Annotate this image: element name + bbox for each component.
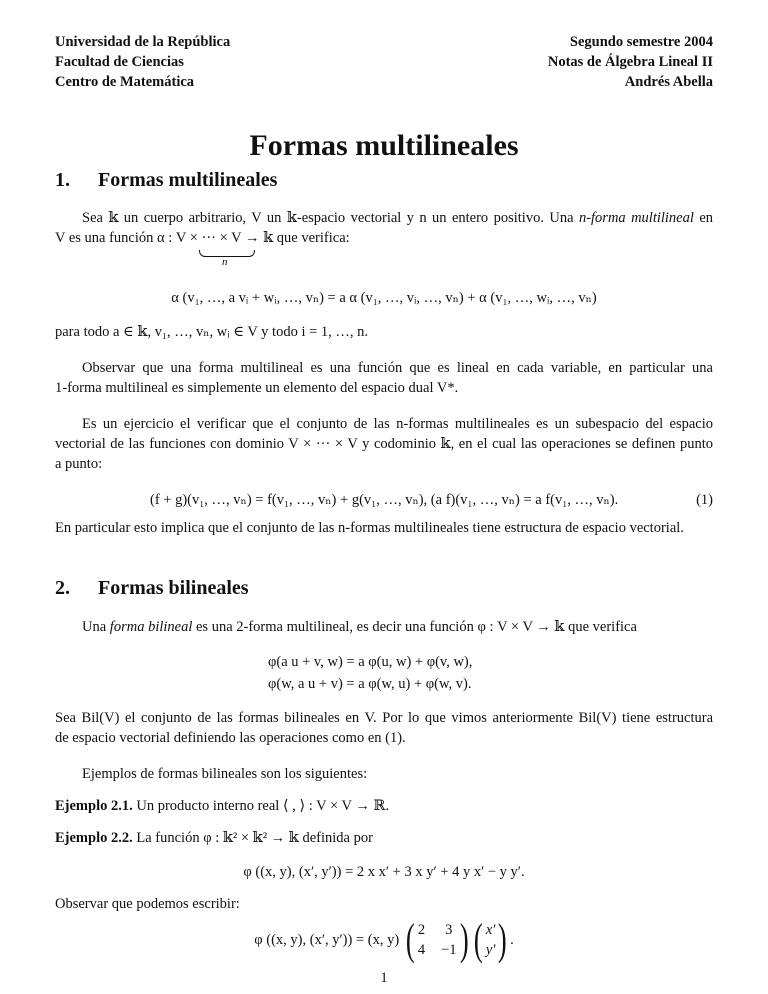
header-semester: Segundo semestre 2004 [569,34,713,50]
paragraph-line: a punto: [55,456,103,472]
paragraph-line: Observar que podemos escribir: [55,896,240,912]
underbrace-label: n [222,256,228,268]
text: Un producto interno real ⟨ , ⟩ : V × V → ℝ. [132,798,390,814]
paragraph-line: de espacio vectorial definiendo las operaciones como en (1). [55,730,406,746]
paragraph-line: Observar que una forma multilineal es una función que es lineal en cada variable, en particular una [82,360,713,376]
text: Sea 𝕜 un cuerpo arbitrario, V un 𝕜-espacio vectorial y n un entero positivo. Una [82,210,579,226]
section-1-number: 1. [55,169,70,191]
matrix [403,915,471,964]
section-1-title: Formas multilineales [98,169,278,191]
equation: φ ((x, y), (x′, y′)) = 2 x x′ + 3 x y′ + 4 y x′ − y y′. [243,864,525,880]
text: es una 2-forma multilineal, es decir una función φ : V × V → 𝕜 que verifica [192,619,637,635]
paragraph-line: para todo a ∈ 𝕜, v₁, …, vₙ, wᵢ ∈ V y todo i = 1, …, n. [55,324,369,340]
equation: φ(w, a u + v) = a φ(w, u) + φ(w, v). [268,676,472,692]
page-number: 1 [380,970,388,986]
header-university: Universidad de la República [55,34,231,50]
paragraph-line: Ejemplos de formas bilineales son los siguientes: [82,766,368,782]
left-paren: ( [474,915,483,964]
equation: φ(a u + v, w) = a φ(u, w) + φ(v, w), [268,654,473,670]
equation-1: (f + g)(v₁, …, vₙ) = f(v₁, …, vₙ) + g(v₁, …, vₙ), (a f)(v₁, …, vₙ) = a f(v₁, …, vₙ). [150,492,619,508]
vector [471,915,510,964]
text: La función φ : 𝕜² × 𝕜² → 𝕜 definida por [132,830,373,846]
equation-lhs: φ ((x, y), (x′, y′)) = (x, y) [254,932,400,948]
matrix-entry: −1 [441,942,457,958]
right-paren: ) [459,915,469,964]
text: Una [82,619,110,635]
right-paren: ) [498,915,508,964]
header-center: Centro de Matemática [55,74,195,90]
text: en [693,210,714,226]
header-author: Andrés Abella [624,74,713,90]
paragraph-line: 1-forma multilineal es simplemente un elemento del espacio dual V*. [55,380,459,396]
paragraph-line: vectorial de las funciones con dominio V × ··· × V y codominio 𝕜, en el cual las operaciones se definen punto [55,436,713,452]
paragraph [82,617,637,637]
paragraph [82,208,713,228]
section-2-number: 2. [55,577,70,599]
section-2-title: Formas bilineales [98,577,249,599]
matrix-entry: 3 [445,922,453,938]
header-course: Notas de Álgebra Lineal II [547,54,713,70]
matrix-entry: 2 [417,922,426,938]
vector-entry: y′ [485,942,496,958]
vector-entry: x′ [485,922,496,938]
paragraph-line: En particular esto implica que el conjunto de las n-formas multilineales tiene estructura de espacio vectorial. [55,520,684,536]
emphasis: forma bilineal [109,619,193,635]
paragraph-line: Sea Bil(V) el conjunto de las formas bilineales en V. Por lo que vimos anteriormente Bil(V) tiene estructura [55,710,713,726]
emphasis: n-forma multilineal [578,210,694,226]
example-2-1 [55,796,389,816]
page-title: Formas multilineales [249,129,519,162]
matrix-entry: 4 [417,942,426,958]
example-label: Ejemplo 2.2. [55,830,133,846]
paragraph-line: V es una función α : V × ··· × V → 𝕜 que verifica: [55,230,350,246]
example-label: Ejemplo 2.1. [55,798,133,814]
equation-number: (1) [696,492,713,508]
example-2-2 [55,828,373,848]
matrix-equation [0,916,768,964]
header-faculty: Facultad de Ciencias [55,54,184,70]
left-paren: ( [406,915,415,964]
paragraph-line: Es un ejercicio el verificar que el conjunto de las n-formas multilineales es un subespacio del espacio [82,416,713,432]
equation: α (v₁, …, a vᵢ + wᵢ, …, vₙ) = a α (v₁, …, vᵢ, …, vₙ) + α (v₁, …, wᵢ, …, vₙ) [171,290,597,306]
period: . [510,932,514,948]
